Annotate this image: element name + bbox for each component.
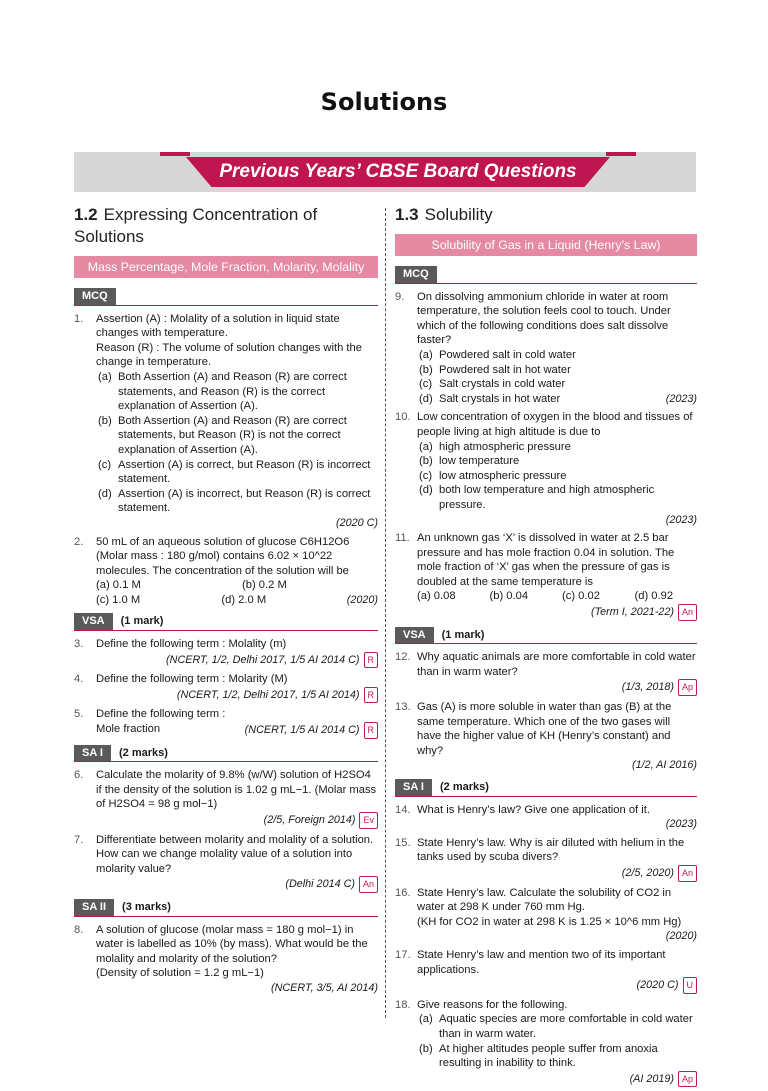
question-source: (1/3, 2018): [621, 681, 674, 694]
question: [395, 650, 697, 696]
sa2-header: [74, 899, 378, 917]
option-label: (a): [98, 370, 112, 383]
question-source: (NCERT, 1/2, Delhi 2017, 1/5 AI 2014): [176, 688, 360, 701]
question-source: (2/5, 2020): [621, 866, 674, 879]
option-text: Both Assertion (A) and Reason (R) are correct statements, and Reason (R) is the correct explanation of Assertion (A).: [118, 370, 347, 413]
banner-accent-right: [606, 152, 636, 156]
question-text: What is Henry’s law? Give one application of it.: [417, 803, 650, 816]
option-label: (b): [419, 363, 433, 376]
option-label: (b): [419, 455, 433, 468]
page-title: Solutions: [320, 88, 448, 116]
option: (a) 0.08: [417, 590, 456, 603]
question: [395, 290, 697, 407]
option-text: Salt crystals in hot water: [439, 392, 561, 405]
mcq-header: [395, 266, 697, 284]
badge-analyse: An: [678, 865, 697, 882]
badge-analyse: An: [678, 604, 697, 621]
option-label: (a): [419, 1013, 433, 1026]
option: (b) 0.04: [489, 590, 529, 603]
question-source: (NCERT, 3/5, AI 2014): [270, 981, 378, 994]
marks-note: (2 marks): [119, 746, 168, 759]
question-number: 14.: [395, 803, 411, 816]
question-text: Calculate the molarity of 9.8% (w/W) solution of H2SO4 if the density of the solution is 1.02 g mL−1. (Molar mass of H2SO4 = 98 g mol−1): [96, 769, 377, 811]
question-source: (2020): [665, 930, 697, 943]
badge-apply: Ap: [678, 679, 697, 696]
option-text: Aquatic species are more comfortable in cold water than in warm water.: [439, 1013, 693, 1040]
reason-text: Reason (R) : The volume of solution changes with the change in temperature.: [96, 341, 362, 369]
sa1-tag: SA I: [395, 779, 432, 796]
question: [395, 948, 697, 994]
mcq-header: [74, 288, 378, 306]
question-text: A solution of glucose (molar mass = 180 g mol−1) in water is labelled as 10% (by mass). What would be the molality and molarity of the solution?: [96, 923, 368, 965]
vsa-header: [74, 613, 378, 631]
option-text: both low temperature and high atmospheric pressure.: [439, 484, 655, 511]
badge-apply: Ap: [678, 1071, 697, 1088]
question-source: (2020): [346, 593, 378, 606]
question: [74, 535, 378, 608]
question-text: Define the following term : Molarity (M): [96, 673, 288, 686]
right-column: [395, 204, 697, 1091]
question: [74, 312, 378, 531]
question-text: Define the following term : Molality (m): [96, 638, 287, 651]
question: [74, 768, 378, 828]
question-source: (AI 2019): [629, 1072, 674, 1085]
mcq-tag: MCQ: [74, 288, 116, 305]
question-number: 17.: [395, 948, 411, 961]
question-number: 2.: [74, 535, 84, 548]
question: [395, 410, 697, 527]
question-number: 11.: [395, 532, 410, 545]
question-text: Give reasons for the following.: [417, 998, 568, 1011]
assertion-text: Assertion (A) : Molality of a solution in liquid state changes with temperature.: [96, 312, 340, 340]
question-source: (NCERT, 1/2, Delhi 2017, 1/5 AI 2014 C): [166, 653, 360, 666]
option-label: (c): [419, 378, 433, 391]
question-number: 16.: [395, 886, 411, 899]
sa1-tag: SA I: [74, 745, 111, 762]
sa2-tag: SA II: [74, 899, 114, 916]
question: [395, 998, 697, 1088]
subsection-band: Solubility of Gas in a Liquid (Henry’s Law): [395, 234, 697, 256]
option-text: Assertion (A) is correct, but Reason (R) is incorrect statement.: [118, 458, 371, 486]
option-label: (b): [419, 1042, 433, 1055]
option-text: low atmospheric pressure: [439, 469, 567, 482]
question-source: (NCERT, 1/5 AI 2014 C): [244, 724, 360, 737]
option-label: (c): [419, 469, 433, 482]
question-source: (2023): [665, 513, 697, 526]
option-text: Powdered salt in hot water: [439, 363, 571, 376]
option-text: high atmospheric pressure: [439, 440, 571, 453]
question-text: On dissolving ammonium chloride in water at room temperature, the solution feels cool to touch. Under which of the following conditions does salt dissolve faster?: [417, 290, 671, 347]
option-label: (d): [419, 392, 433, 405]
question-text: State Henry’s law and mention two of its important applications.: [417, 948, 666, 976]
question: [74, 672, 378, 703]
left-column: [74, 204, 378, 1000]
option-text: Powdered salt in cold water: [439, 348, 576, 361]
marks-note: (3 marks): [122, 900, 171, 913]
question-text: Low concentration of oxygen in the blood and tissues of people living at high altitude is due to: [417, 411, 693, 438]
vsa-header: [395, 627, 697, 645]
badge-remember: R: [364, 722, 379, 739]
question-number: 15.: [395, 836, 411, 849]
question-number: 12.: [395, 651, 411, 664]
option-text: At higher altitudes people suffer from anoxia resulting in inability to think.: [439, 1042, 658, 1070]
question-text: State Henry’s law. Calculate the solubility of CO2 in water at 298 K under 760 mm Hg.: [417, 886, 672, 914]
question-source: (1/2, AI 2016): [631, 759, 697, 772]
option-label: (b): [98, 414, 112, 427]
question-number: 5.: [74, 708, 84, 721]
question-number: 18.: [395, 998, 411, 1011]
subsection-band: Mass Percentage, Mole Fraction, Molarity, Molality: [74, 256, 378, 278]
option: (c) 0.02: [562, 590, 600, 603]
banner-title: Previous Years’ CBSE Board Questions: [219, 161, 577, 182]
question-number: 4.: [74, 673, 84, 686]
question-note: (Density of solution = 1.2 g mL−1): [96, 967, 264, 980]
marks-note: (1 mark): [120, 615, 164, 628]
section-number: 1.2: [74, 205, 98, 224]
term: Mole fraction: [96, 723, 161, 736]
marks-note: (1 mark): [441, 628, 485, 641]
section-heading: [74, 204, 378, 248]
question: [395, 531, 697, 621]
question-source: (2020 C): [335, 516, 378, 529]
badge-understand: U: [683, 977, 698, 994]
marks-note: (2 marks): [440, 781, 489, 793]
question: [395, 700, 697, 773]
question-source: (Delhi 2014 C): [285, 878, 355, 891]
question: [74, 833, 378, 893]
question-note: (KH for CO2 in water at 298 K is 1.25 × 10^6 mm Hg): [417, 915, 682, 928]
mcq-tag: MCQ: [395, 266, 437, 283]
badge-evaluate: Ev: [359, 812, 378, 829]
question: [395, 803, 697, 832]
question-number: 9.: [395, 290, 405, 303]
question-number: 3.: [74, 638, 84, 651]
question: [74, 637, 378, 668]
question-source: (2020 C): [636, 979, 679, 992]
badge-remember: R: [364, 687, 379, 704]
banner-accent-left: [160, 152, 190, 156]
option-label: (d): [419, 484, 433, 497]
question-text: 50 mL of an aqueous solution of glucose C6H12O6 (Molar mass : 180 g/mol) contains 6.02 × 10^22 molecules. The concentration of the solution will be: [96, 535, 350, 577]
vsa-tag: VSA: [74, 613, 113, 630]
question-source: (Term I, 2021-22): [590, 606, 674, 619]
option: (d) 0.92: [634, 590, 674, 603]
question-source: (2/5, Foreign 2014): [263, 814, 356, 826]
option: (c) 1.0 M: [96, 593, 141, 606]
option-text: Salt crystals in cold water: [439, 378, 566, 391]
section-title: Solubility: [424, 205, 493, 224]
question-source: (2023): [665, 392, 697, 405]
section-title: Expressing Concentration of Solutions: [74, 205, 318, 246]
section-heading: [395, 204, 697, 226]
question-text: State Henry’s law. Why is air diluted with helium in the tanks used by scuba divers?: [417, 836, 685, 864]
sa1-header: [74, 745, 378, 763]
question-source: (2023): [665, 818, 697, 831]
option: (d) 2.0 M: [221, 593, 267, 606]
badge-analyse: An: [359, 876, 378, 893]
option-label: (a): [419, 348, 433, 361]
option-label: (c): [98, 458, 112, 471]
question-number: 1.: [74, 312, 84, 325]
question-number: 8.: [74, 923, 84, 936]
option-text: Assertion (A) is incorrect, but Reason (R) is correct statement.: [118, 487, 371, 515]
option-label: (d): [98, 487, 112, 500]
section-number: 1.3: [395, 205, 419, 224]
question: [74, 707, 378, 738]
option-text: Both Assertion (A) and Reason (R) are correct statements, but Reason (R) is not the correct explanation of Assertion (A).: [118, 414, 347, 456]
question-text: Gas (A) is more soluble in water than gas (B) at the same temperature. Which one of the two gases will have the higher value of KH (Henry’s constant) and why?: [417, 701, 672, 757]
question-number: 7.: [74, 833, 84, 846]
question-text: Why aquatic animals are more comfortable in cold water than in warm water?: [417, 651, 696, 678]
question-number: 10.: [395, 411, 411, 424]
sa1-header: [395, 779, 697, 797]
option-label: (a): [419, 440, 433, 453]
question-text: Define the following term :: [96, 708, 226, 721]
question: [395, 886, 697, 944]
badge-remember: R: [364, 652, 379, 669]
option: (b) 0.2 M: [242, 579, 287, 592]
column-divider: [385, 208, 386, 1018]
vsa-tag: VSA: [395, 627, 434, 644]
question-number: 6.: [74, 769, 84, 782]
question: [395, 836, 697, 882]
option: (a) 0.1 M: [96, 579, 141, 592]
question-text: An unknown gas ‘X’ is dissolved in water at 2.5 bar pressure and has mole fraction 0.04 in solution. The mole fraction of ‘X’ gas when the pressure of gas is doubled at the same temperature is: [417, 532, 675, 588]
question-number: 13.: [395, 701, 411, 714]
option-text: low temperature: [439, 455, 520, 468]
question-text: Differentiate between molarity and molality of a solution. How can we change molality value of a solution into molarity value?: [96, 833, 374, 875]
question: [74, 923, 378, 996]
